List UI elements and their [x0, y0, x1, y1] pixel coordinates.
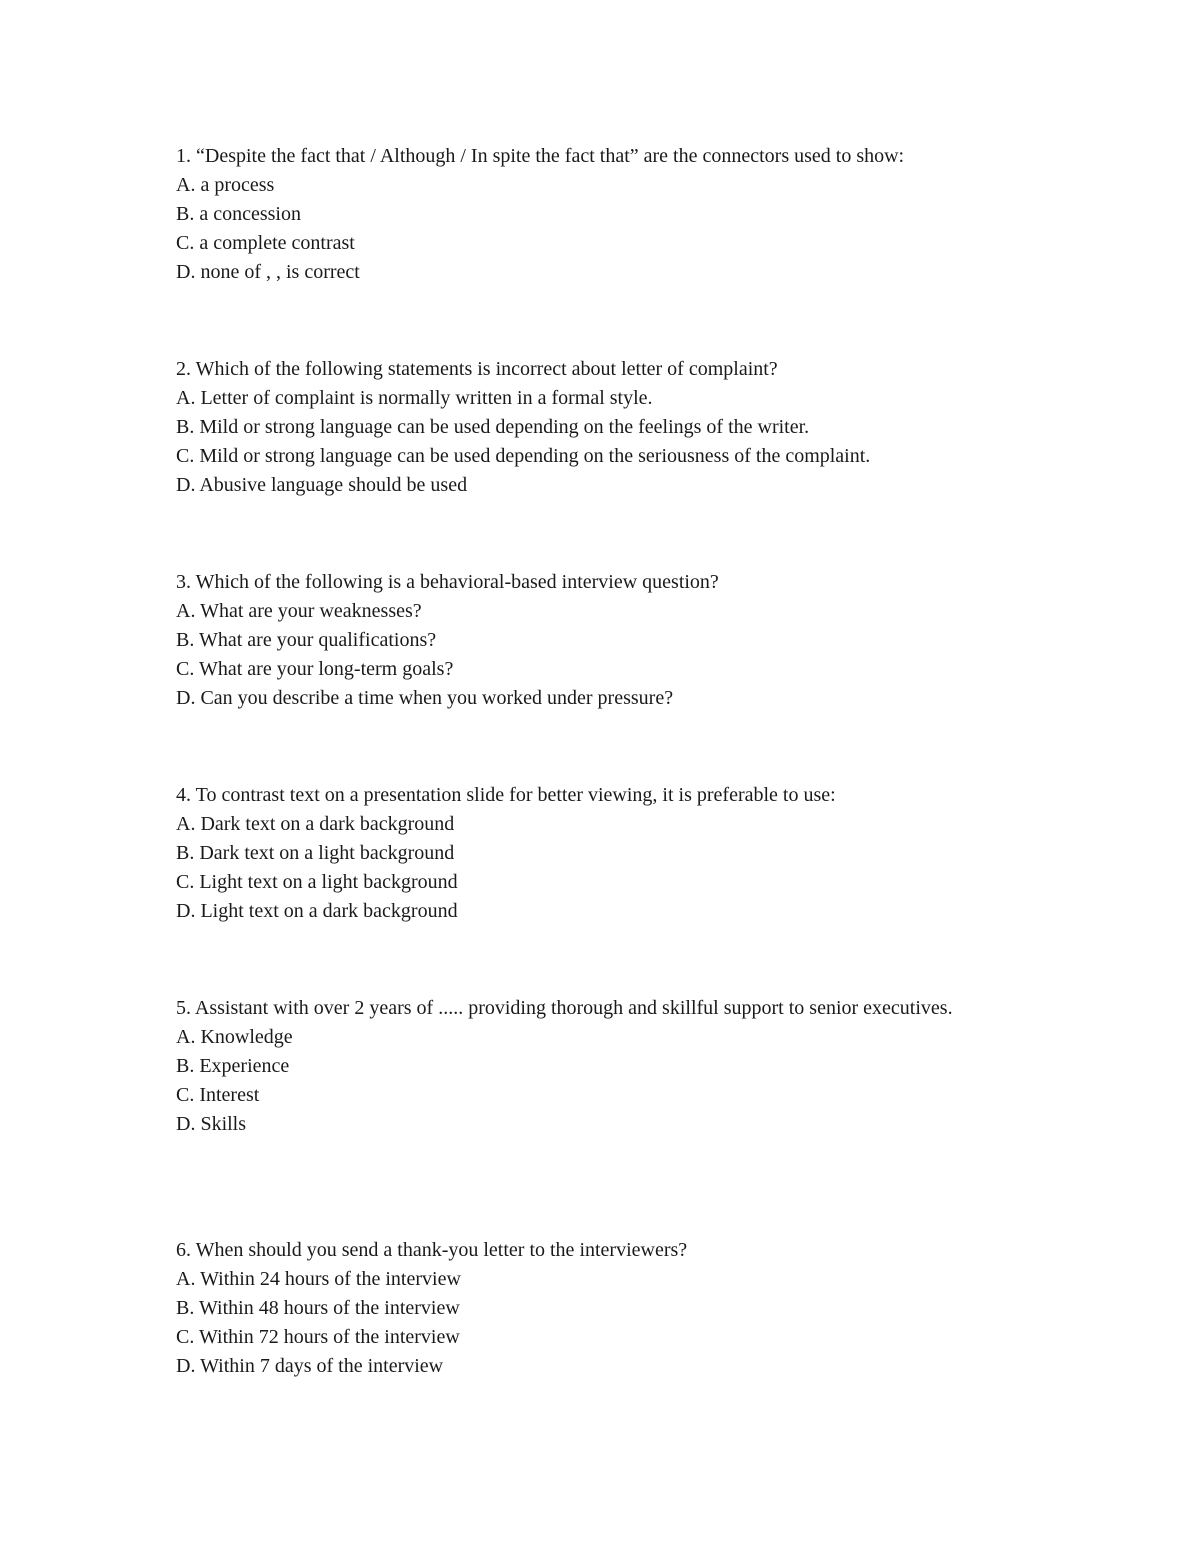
answer-option: B. Experience	[176, 1055, 290, 1077]
question-text: 6. When should you send a thank-you letter to the interviewers?	[176, 1239, 688, 1261]
question-text: 1. “Despite the fact that / Although / In spite the fact that” are the connectors used to show:	[176, 145, 905, 167]
answer-option: C. Interest	[176, 1084, 260, 1106]
question-text: 5. Assistant with over 2 years of ..... providing thorough and skillful support to senior executives.	[176, 997, 953, 1019]
question-block	[176, 568, 976, 713]
answer-option: A. Within 24 hours of the interview	[176, 1268, 461, 1290]
answer-option: B. What are your qualifications?	[176, 629, 437, 651]
answer-option: D. Skills	[176, 1113, 247, 1135]
question-block	[176, 994, 976, 1139]
answer-option: D. none of , , is correct	[176, 261, 360, 283]
answer-option: D. Abusive language should be used	[176, 474, 468, 496]
answer-option: C. What are your long-term goals?	[176, 658, 454, 680]
question-text: 4. To contrast text on a presentation slide for better viewing, it is preferable to use:	[176, 784, 836, 806]
answer-option: A. What are your weaknesses?	[176, 600, 422, 622]
question-text: 2. Which of the following statements is incorrect about letter of complaint?	[176, 358, 778, 380]
answer-option: A. Dark text on a dark background	[176, 813, 455, 835]
answer-option: C. Within 72 hours of the interview	[176, 1326, 460, 1348]
answer-option: B. Within 48 hours of the interview	[176, 1297, 460, 1319]
answer-option: A. a process	[176, 174, 275, 196]
question-block	[176, 781, 976, 926]
question-block	[176, 355, 976, 500]
answer-option: B. Dark text on a light background	[176, 842, 455, 864]
question-text: 3. Which of the following is a behavioral-based interview question?	[176, 571, 719, 593]
answer-option: C. a complete contrast	[176, 232, 355, 254]
answer-option: D. Within 7 days of the interview	[176, 1355, 444, 1377]
answer-option: A. Letter of complaint is normally written in a formal style.	[176, 387, 653, 409]
answer-option: A. Knowledge	[176, 1026, 293, 1048]
answer-option: C. Mild or strong language can be used depending on the seriousness of the complaint.	[176, 445, 871, 467]
answer-option: D. Can you describe a time when you worked under pressure?	[176, 687, 674, 709]
answer-option: D. Light text on a dark background	[176, 900, 458, 922]
question-block	[176, 1236, 976, 1381]
question-block	[176, 142, 976, 287]
answer-option: C. Light text on a light background	[176, 871, 458, 893]
answer-option: B. Mild or strong language can be used depending on the feelings of the writer.	[176, 416, 810, 438]
answer-option: B. a concession	[176, 203, 301, 225]
